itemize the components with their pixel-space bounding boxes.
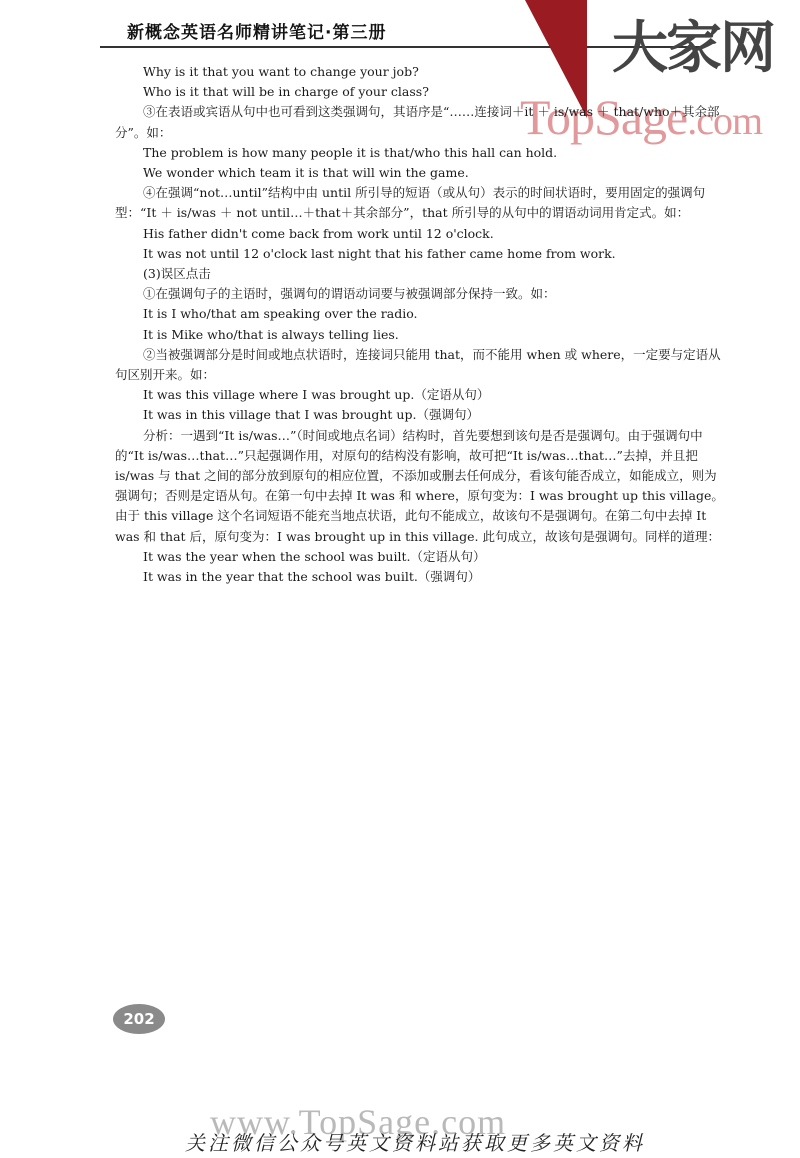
example-sentence: It is Mike who/that is always telling lies. xyxy=(143,326,399,342)
example-sentence: His father didn't come back from work until 12 o'clock. xyxy=(143,225,494,241)
watermark-brand-name: TopSage xyxy=(520,89,688,145)
example-sentence: It was not until 12 o'clock last night that his father came home from work. xyxy=(143,245,616,261)
analysis-paragraph: 分析：一遇到“It is/was…”（时间或地点名词）结构时，首先要想到该句是否是强调句。由于强调句中的“It is/was…that…”只起强调作用，对原句的结构没有影响，故可把“It is/was…that…”去掉，并且把 is/was 与 that 之间的部分放到原句的相应位置，不添加或删去任何成分，看该句能否成立，如能成立，则为强调句；否则是定语从句。在第一句中去掉 It was 和 where，原句变为：I was brought up this village。由于 this village 这个名词短语不能充当地点状语，此句不能成立，故该句不是强调句。在第二句中去掉 It was 和 that 后，原句变为：I was brought up in this village. 此句成立，故该句是强调句。同样的道理： xyxy=(115,427,724,544)
watermark-brand-suffix: .com xyxy=(687,98,763,143)
page-content xyxy=(115,62,725,587)
page-number: 202 xyxy=(113,1004,165,1034)
watermark-brand-cn: 大家网 xyxy=(612,15,774,81)
example-sentence: Why is it that you want to change your job? xyxy=(143,64,419,79)
running-header: 新概念英语名师精讲笔记·第三册 xyxy=(127,23,387,43)
example-sentence: Who is it that will be in charge of your class? xyxy=(143,84,429,100)
explanation-paragraph: ②当被强调部分是时间或地点状语时，连接词只能用 that，而不能用 when 或 where，一定要与定语从句区别开来。如： xyxy=(115,346,721,383)
explanation-paragraph: ①在强调句子的主语时，强调句的谓语动词要与被强调部分保持一致。如： xyxy=(143,286,556,302)
example-sentence: It was this village where I was brought up.（定语从句） xyxy=(143,387,490,403)
example-sentence: The problem is how many people it is that/who this hall can hold. xyxy=(143,144,558,160)
footer-watermark-url: www.TopSage.com xyxy=(210,1102,507,1142)
explanation-paragraph: ④在强调“not…until”结构中由 until 所引导的短语（或从句）表示的时间状语时，要用固定的强调句型：“It ＋ is/was ＋ not until…＋that＋其余部分”，that 所引导的从句中的谓语动词用肯定式。如： xyxy=(115,185,706,221)
example-sentence: It was the year when the school was built.（定语从句） xyxy=(143,548,486,564)
example-sentence: It is I who/that am speaking over the radio. xyxy=(143,306,418,322)
header-rule xyxy=(100,46,700,48)
explanation-paragraph: ③在表语或宾语从句中也可看到这类强调句，其语序是“……连接词＋it ＋ is/was ＋ that/who＋其余部分”。如： xyxy=(115,104,720,140)
example-sentence: We wonder which team it is that will win the game. xyxy=(143,165,469,181)
example-sentence: It was in this village that I was brought up.（强调句） xyxy=(143,407,479,423)
footer-note: 关注微信公众号英文资料站获取更多英文资料 xyxy=(185,1131,645,1155)
section-heading: (3)误区点击 xyxy=(143,266,211,282)
example-sentence: It was in the year that the school was built.（强调句） xyxy=(143,569,481,585)
